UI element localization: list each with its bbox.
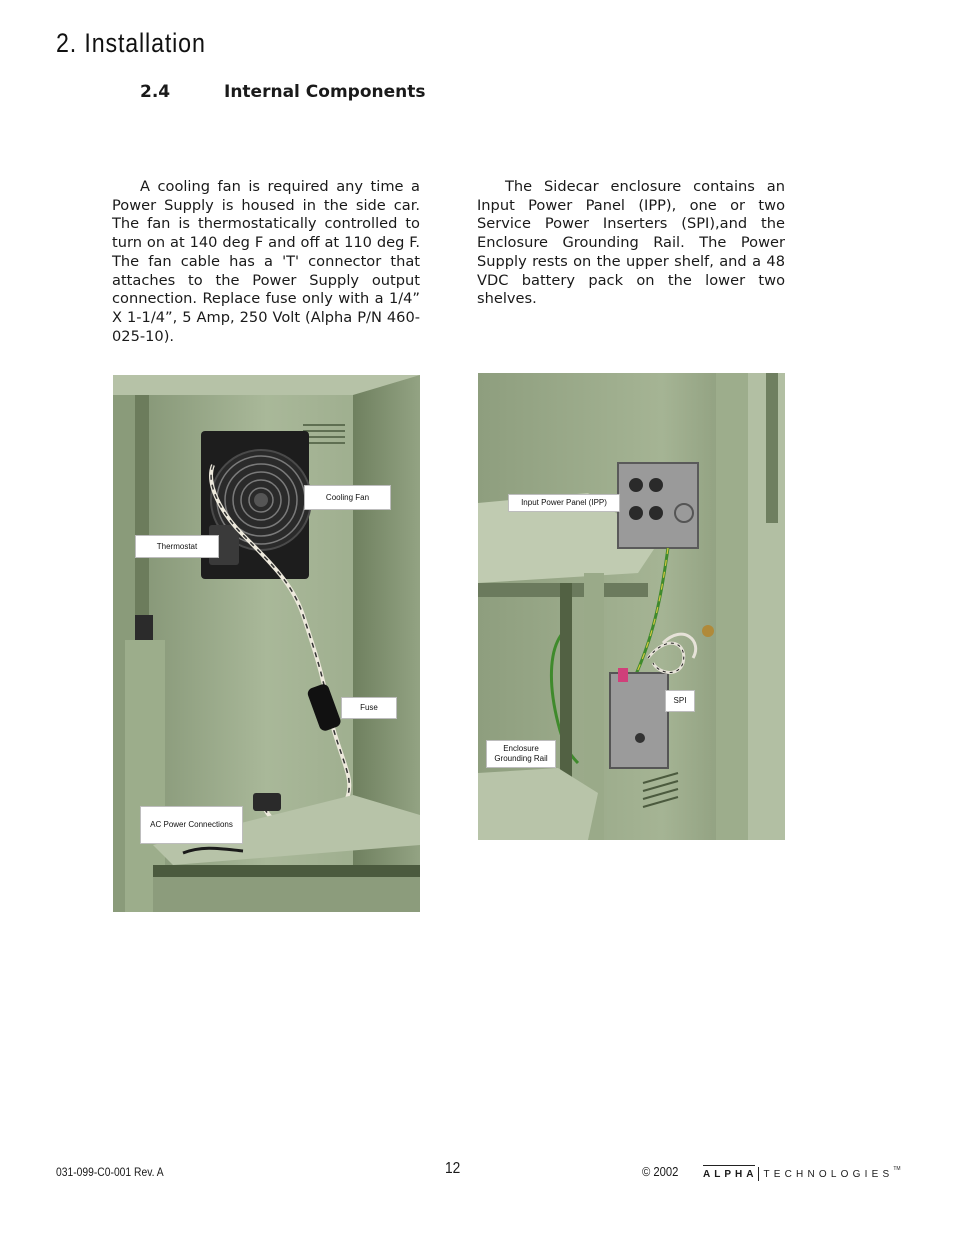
callout-grounding-rail-line2: Grounding Rail xyxy=(494,754,548,763)
logo-alpha: ALPHA xyxy=(703,1168,758,1180)
page-number: 12 xyxy=(445,1160,461,1177)
chapter-title: 2. Installation xyxy=(56,28,206,58)
copyright: © 2002 xyxy=(642,1165,679,1179)
sidecar-components-photo-illustration xyxy=(478,373,785,840)
cooling-fan-photo xyxy=(113,375,420,912)
callout-grounding-rail-line1: Enclosure xyxy=(503,744,539,753)
alpha-technologies-logo xyxy=(703,1166,901,1182)
sidecar-components-photo xyxy=(478,373,785,840)
callout-input-power-panel: Input Power Panel (IPP) xyxy=(508,494,620,512)
callout-fuse: Fuse xyxy=(341,697,397,719)
section-title: Internal Components xyxy=(224,82,426,102)
cooling-fan-paragraph: A cooling fan is required any time a Power Supply is housed in the side car. The fan is thermostatically controlled to turn on at 140 deg F and off at 110 deg F. The fan cable has a 'T' connector that attaches to the Power Supply output connection. Replace fuse only with a 1/4” X 1-1/4”, 5 Amp, 250 Volt (Alpha P/N 460-025-10). xyxy=(112,178,420,345)
callout-spi: SPI xyxy=(665,690,695,712)
callout-thermostat: Thermostat xyxy=(135,535,219,558)
document-number: 031-099-C0-001 Rev. A xyxy=(56,1165,164,1179)
section-number: 2.4 xyxy=(140,82,171,102)
callout-ac-power-connections: AC Power Connections xyxy=(140,806,243,844)
callout-cooling-fan: Cooling Fan xyxy=(304,485,391,510)
logo-divider xyxy=(758,1167,759,1181)
logo-trademark: TM xyxy=(893,1166,901,1172)
logo-technologies: TECHNOLOGIES xyxy=(763,1168,894,1180)
callout-enclosure-grounding-rail xyxy=(486,740,556,768)
sidecar-paragraph: The Sidecar enclosure contains an Input Power Panel (IPP), one or two Service Power Inserters (SPI),and the Enclosure Grounding Rail. The Power Supply rests on the upper shelf, and a 48 VDC battery pack on the lower two shelves. xyxy=(477,178,785,308)
